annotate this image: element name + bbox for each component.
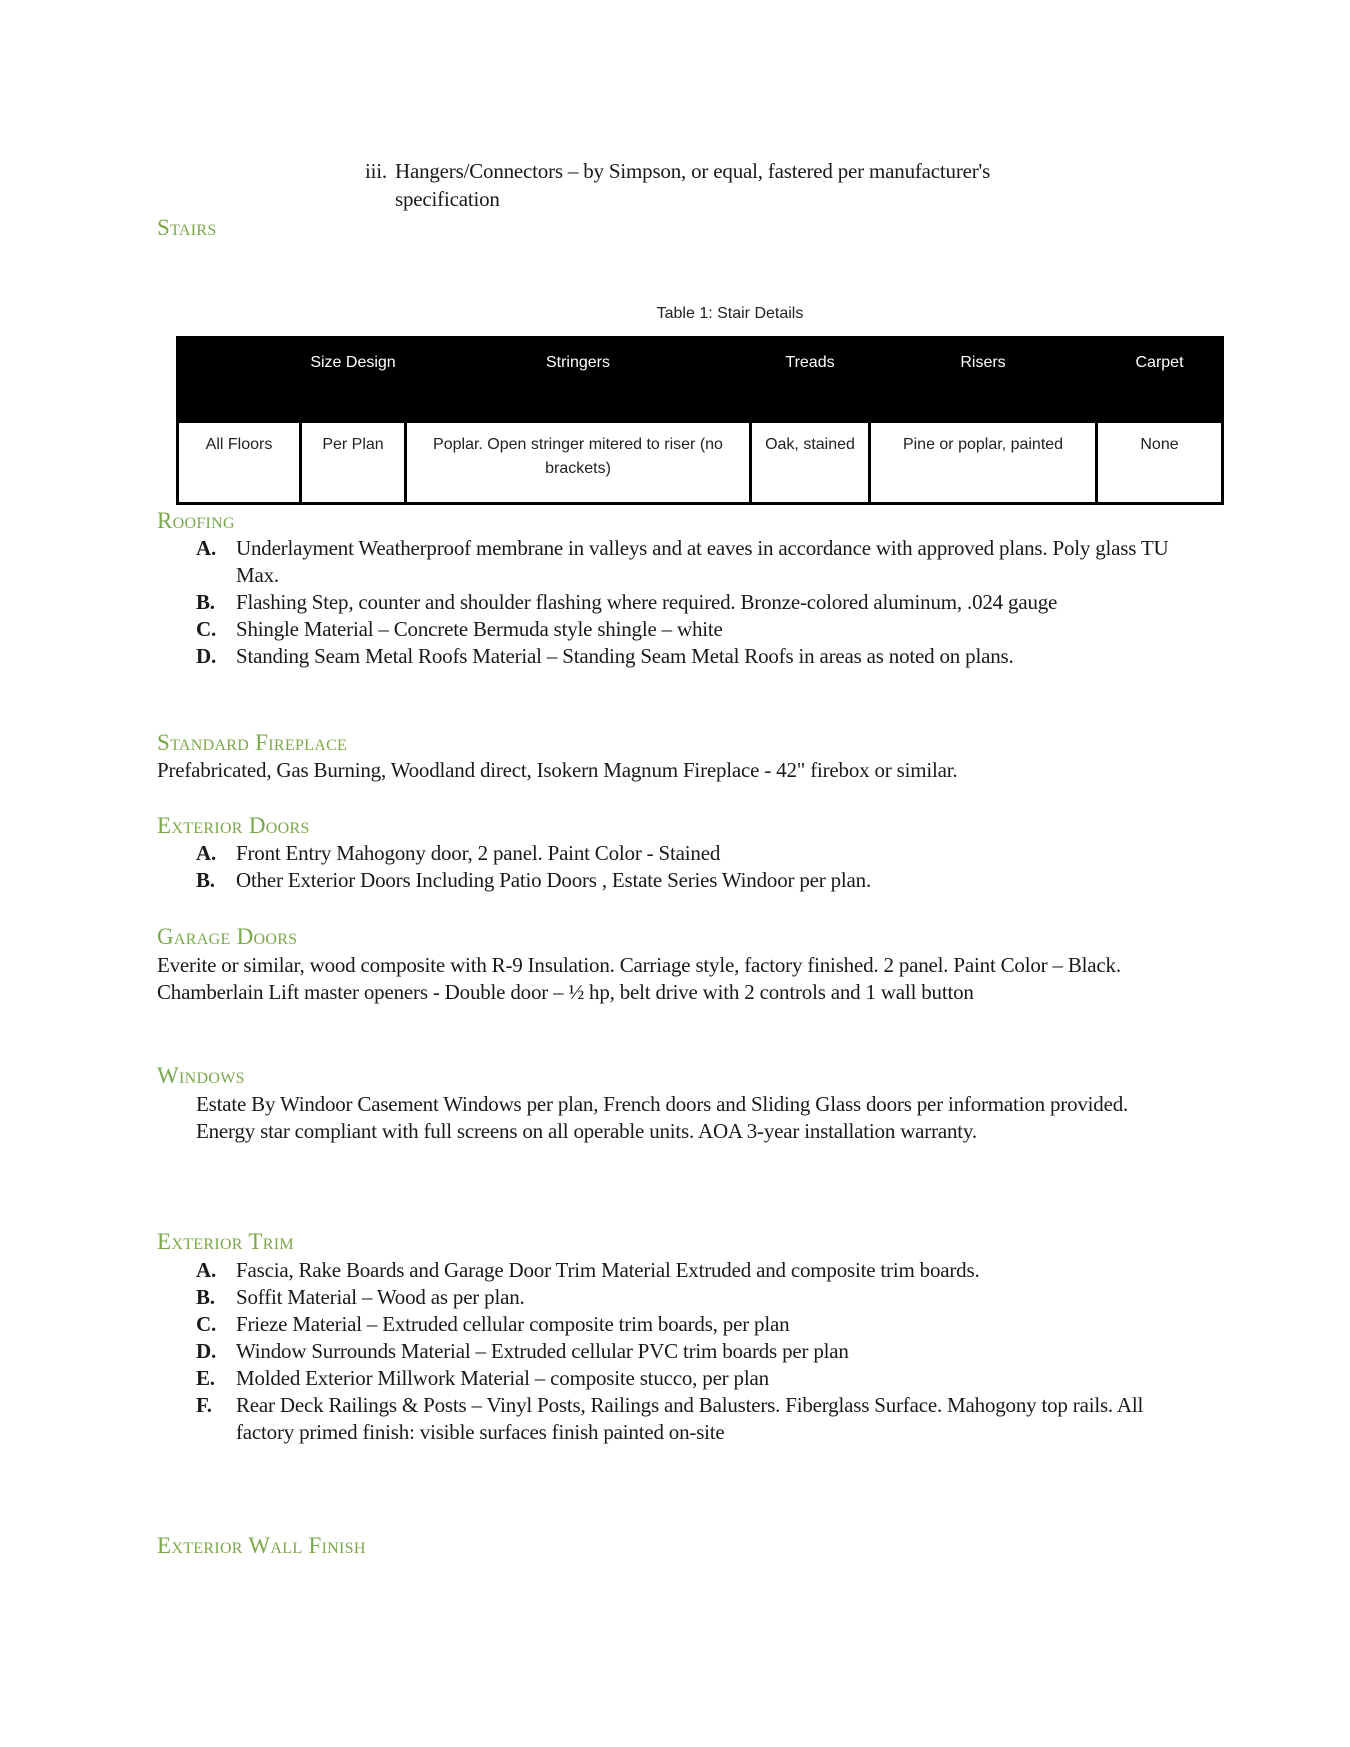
list-item-text: Front Entry Mahogony door, 2 panel. Paint Color - Stained	[236, 841, 721, 865]
table-cell: All Floors	[178, 422, 301, 504]
list-marker: D.	[196, 644, 217, 668]
list-item	[196, 643, 1196, 670]
table-header-cell: Carpet	[1097, 338, 1223, 422]
section-heading-exterior-trim: Exterior Trim	[157, 1229, 294, 1254]
list-item-text: Other Exterior Doors Including Patio Doors , Estate Series Windoor per plan.	[236, 868, 872, 892]
list-marker: F.	[196, 1393, 212, 1417]
list-item	[196, 535, 1196, 589]
section-heading-roofing: Roofing	[157, 508, 235, 533]
list-marker: iii.	[365, 159, 387, 183]
table-cell: Poplar. Open stringer mitered to riser (no brackets)	[406, 422, 751, 504]
exterior-trim-list	[196, 1257, 1201, 1446]
section-heading-fireplace: Standard Fireplace	[157, 730, 348, 755]
list-marker: A.	[196, 536, 217, 560]
list-item-text: Fascia, Rake Boards and Garage Door Trim Material Extruded and composite trim boards.	[236, 1258, 980, 1282]
section-heading-windows: Windows	[157, 1063, 245, 1088]
list-marker: B.	[196, 868, 215, 892]
list-item-text: Shingle Material – Concrete Bermuda style shingle – white	[236, 617, 723, 641]
list-item-text: Flashing Step, counter and shoulder flashing where required. Bronze-colored aluminum, .024 gauge	[236, 590, 1058, 614]
list-item-text: Frieze Material – Extruded cellular composite trim boards, per plan	[236, 1312, 790, 1336]
list-item-text: Standing Seam Metal Roofs Material – Standing Seam Metal Roofs in areas as noted on plans.	[236, 644, 1014, 668]
list-item-text: Molded Exterior Millwork Material – composite stucco, per plan	[236, 1366, 769, 1390]
list-marker: A.	[196, 1258, 217, 1282]
list-item	[196, 1311, 1201, 1338]
exterior-doors-list	[196, 840, 1196, 894]
list-marker: C.	[196, 617, 217, 641]
table-cell: Per Plan	[301, 422, 406, 504]
garage-doors-paragraph: Everite or similar, wood composite with R-9 Insulation. Carriage style, factory finished. 2 panel. Paint Color – Black. Chamberlain Lift master openers - Double door – ½ hp, belt drive with 2 controls and 1 wall button	[157, 953, 1121, 1004]
list-marker: B.	[196, 1285, 215, 1309]
list-item	[196, 867, 1196, 894]
list-item	[196, 616, 1196, 643]
list-item	[196, 840, 1196, 867]
list-item-text: Window Surrounds Material – Extruded cellular PVC trim boards per plan	[236, 1339, 849, 1363]
list-item-text: Hangers/Connectors – by Simpson, or equal, fastered per manufacturer's	[395, 159, 991, 183]
list-marker: E.	[196, 1366, 215, 1390]
list-item	[196, 1392, 1201, 1446]
table-header-cell: Stringers	[406, 338, 751, 422]
list-item-text-continued: specification	[395, 187, 500, 211]
fireplace-paragraph: Prefabricated, Gas Burning, Woodland direct, Isokern Magnum Fireplace - 42" firebox or similar.	[157, 758, 958, 782]
table-header-cell: Size Design	[301, 338, 406, 422]
table-row	[178, 422, 1223, 504]
list-item	[196, 1284, 1201, 1311]
table-caption: Table 1: Stair Details	[656, 305, 804, 322]
list-marker: A.	[196, 841, 217, 865]
table-header-cell	[178, 338, 301, 422]
list-item-text: Soffit Material – Wood as per plan.	[236, 1285, 525, 1309]
list-marker: C.	[196, 1312, 217, 1336]
table-header-cell: Treads	[751, 338, 870, 422]
list-item	[196, 589, 1196, 616]
list-item-text: Rear Deck Railings & Posts – Vinyl Posts, Railings and Balusters. Fiberglass Surface. Mahogony top rails. All factory primed finish: visible surfaces finish painted on-site	[236, 1393, 1144, 1444]
roofing-list	[196, 535, 1196, 670]
table-cell: None	[1097, 422, 1223, 504]
table-header-cell: Risers	[870, 338, 1097, 422]
list-item	[196, 1365, 1201, 1392]
list-item	[196, 1257, 1201, 1284]
section-heading-stairs: Stairs	[157, 215, 217, 240]
table-cell: Pine or poplar, painted	[870, 422, 1097, 504]
section-heading-garage-doors: Garage Doors	[157, 924, 298, 949]
windows-paragraph: Estate By Windoor Casement Windows per plan, French doors and Sliding Glass doors per information provided. Energy star compliant with full screens on all operable units. AOA 3-year installation warranty.	[196, 1092, 1129, 1143]
list-item	[196, 1338, 1201, 1365]
stair-details-table	[176, 336, 1224, 505]
table-cell: Oak, stained	[751, 422, 870, 504]
list-item-text: Underlayment Weatherproof membrane in valleys and at eaves in accordance with approved plans. Poly glass TU Max.	[236, 536, 1169, 587]
list-marker: D.	[196, 1339, 217, 1363]
section-heading-exterior-wall-finish: Exterior Wall Finish	[157, 1533, 366, 1558]
section-heading-exterior-doors: Exterior Doors	[157, 813, 310, 838]
list-marker: B.	[196, 590, 215, 614]
table-header-row	[178, 338, 1223, 422]
